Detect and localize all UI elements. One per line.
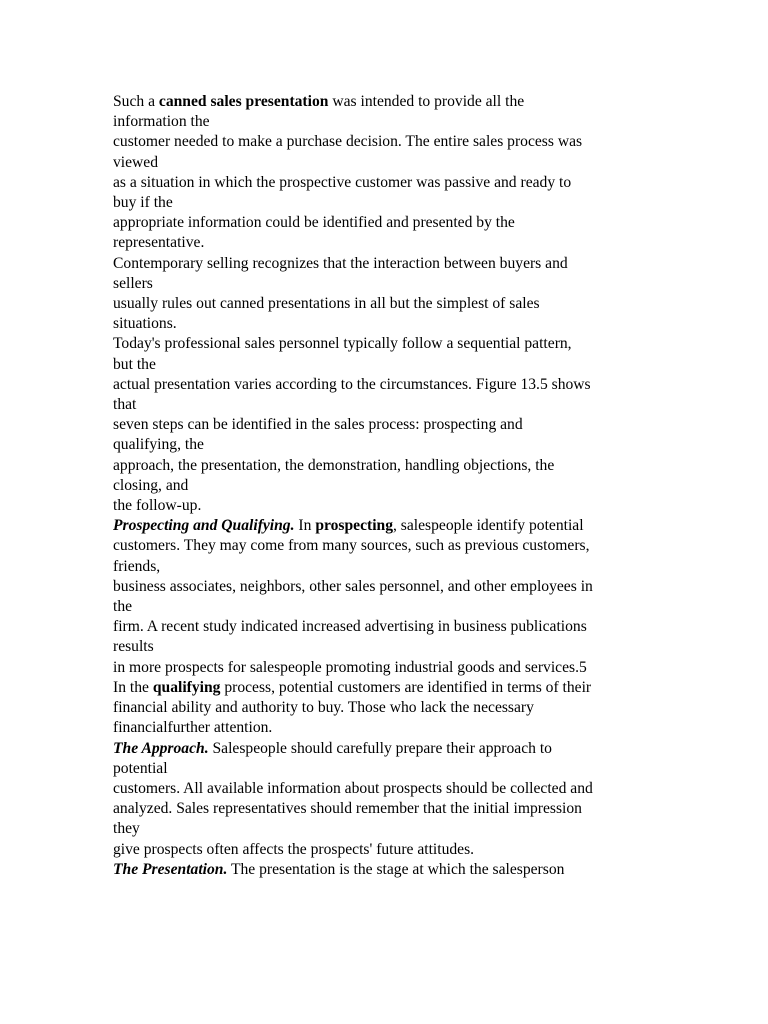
- text-run: business associates, neighbors, other sales personnel, and other employees in: [113, 577, 593, 595]
- text-run: potential: [113, 759, 168, 777]
- text-run: firm. A recent study indicated increased advertising in business publications: [113, 618, 587, 636]
- text-run: closing, and: [113, 476, 189, 494]
- text-run: Today's professional sales personnel typically follow a sequential pattern,: [113, 335, 572, 353]
- text-line: [113, 153, 658, 173]
- text-run: the follow-up.: [113, 497, 202, 515]
- text-line: [113, 840, 658, 860]
- text-line: [113, 597, 658, 617]
- text-run: Salespeople should carefully prepare their approach to: [208, 739, 552, 757]
- text-run: , salespeople identify potential: [393, 517, 584, 535]
- text-run: representative.: [113, 234, 205, 252]
- text-line: [113, 294, 658, 314]
- text-line: [113, 92, 658, 112]
- text-run: customers. They may come from many sources, such as previous customers,: [113, 537, 590, 555]
- text-run: was intended to provide all the: [328, 93, 525, 110]
- text-line: [113, 860, 658, 880]
- text-run: process, potential customers are identified in terms of their: [220, 678, 592, 696]
- text-line: [113, 799, 658, 819]
- text-line: [113, 112, 658, 132]
- text-run: that: [113, 396, 137, 414]
- text-line: [113, 233, 658, 253]
- text-line: [113, 334, 658, 354]
- text-run: buy if the: [113, 194, 173, 212]
- text-line: [113, 395, 658, 415]
- key-term: canned sales presentation: [158, 93, 329, 110]
- text-run: In the: [113, 678, 153, 696]
- document-page: [113, 92, 658, 880]
- text-line: [113, 779, 658, 799]
- text-line: [113, 516, 658, 536]
- text-run: The presentation is the stage at which the salesperson: [227, 860, 565, 878]
- text-run: Contemporary selling recognizes that the interaction between buyers and: [113, 254, 568, 272]
- text-run: usually rules out canned presentations in all but the simplest of sales: [113, 295, 540, 313]
- text-run: friends,: [113, 557, 161, 575]
- text-run: in more prospects for salespeople promoting industrial goods and services.5: [113, 658, 587, 676]
- text-line: [113, 557, 658, 577]
- text-run: they: [113, 820, 140, 838]
- text-line: [113, 536, 658, 556]
- text-line: [113, 496, 658, 516]
- section-heading: The Presentation.: [113, 860, 228, 878]
- key-term: prospecting: [315, 517, 393, 535]
- text-run: financial ability and authority to buy. Those who lack the necessary: [113, 699, 534, 717]
- text-run: the: [113, 598, 133, 616]
- text-line: [113, 739, 658, 759]
- text-run: Such a: [113, 93, 159, 110]
- text-line: [113, 274, 658, 294]
- text-line: [113, 698, 658, 718]
- text-line: [113, 173, 658, 193]
- text-run: situations.: [113, 315, 177, 333]
- text-line: [113, 213, 658, 233]
- text-run: results: [113, 638, 154, 656]
- text-line: [113, 678, 658, 698]
- text-run: information the: [113, 113, 210, 131]
- text-run: viewed: [113, 153, 159, 171]
- text-line: [113, 759, 658, 779]
- section-heading: The Approach.: [113, 739, 209, 757]
- text-line: [113, 254, 658, 274]
- text-line: [113, 577, 658, 597]
- text-line: [113, 637, 658, 657]
- text-line: [113, 355, 658, 375]
- text-line: [113, 456, 658, 476]
- text-line: [113, 375, 658, 395]
- text-run: customers. All available information about prospects should be collected and: [113, 779, 593, 797]
- text-run: give prospects often affects the prospects' future attitudes.: [113, 840, 475, 858]
- text-run: analyzed. Sales representatives should remember that the initial impression: [113, 800, 582, 818]
- text-line: [113, 718, 658, 738]
- text-line: [113, 435, 658, 455]
- text-line: [113, 658, 658, 678]
- text-run: but the: [113, 355, 156, 373]
- text-run: qualifying, the: [113, 436, 204, 454]
- text-run: as a situation in which the prospective customer was passive and ready to: [113, 173, 572, 191]
- text-line: [113, 617, 658, 637]
- text-line: [113, 132, 658, 152]
- text-run: sellers: [113, 274, 153, 292]
- text-line: [113, 476, 658, 496]
- text-line: [113, 193, 658, 213]
- text-run: approach, the presentation, the demonstration, handling objections, the: [113, 456, 555, 474]
- text-run: appropriate information could be identified and presented by the: [113, 214, 515, 232]
- key-term: qualifying: [152, 678, 221, 696]
- text-line: [113, 314, 658, 334]
- section-heading: Prospecting and Qualifying.: [113, 517, 295, 535]
- text-run: In: [294, 517, 316, 535]
- text-run: actual presentation varies according to the circumstances. Figure 13.5 shows: [113, 375, 591, 393]
- text-run: customer needed to make a purchase decision. The entire sales process was: [113, 133, 583, 151]
- text-run: seven steps can be identified in the sales process: prospecting and: [113, 416, 523, 434]
- text-line: [113, 415, 658, 435]
- text-run: financialfurther attention.: [113, 719, 273, 737]
- text-line: [113, 819, 658, 839]
